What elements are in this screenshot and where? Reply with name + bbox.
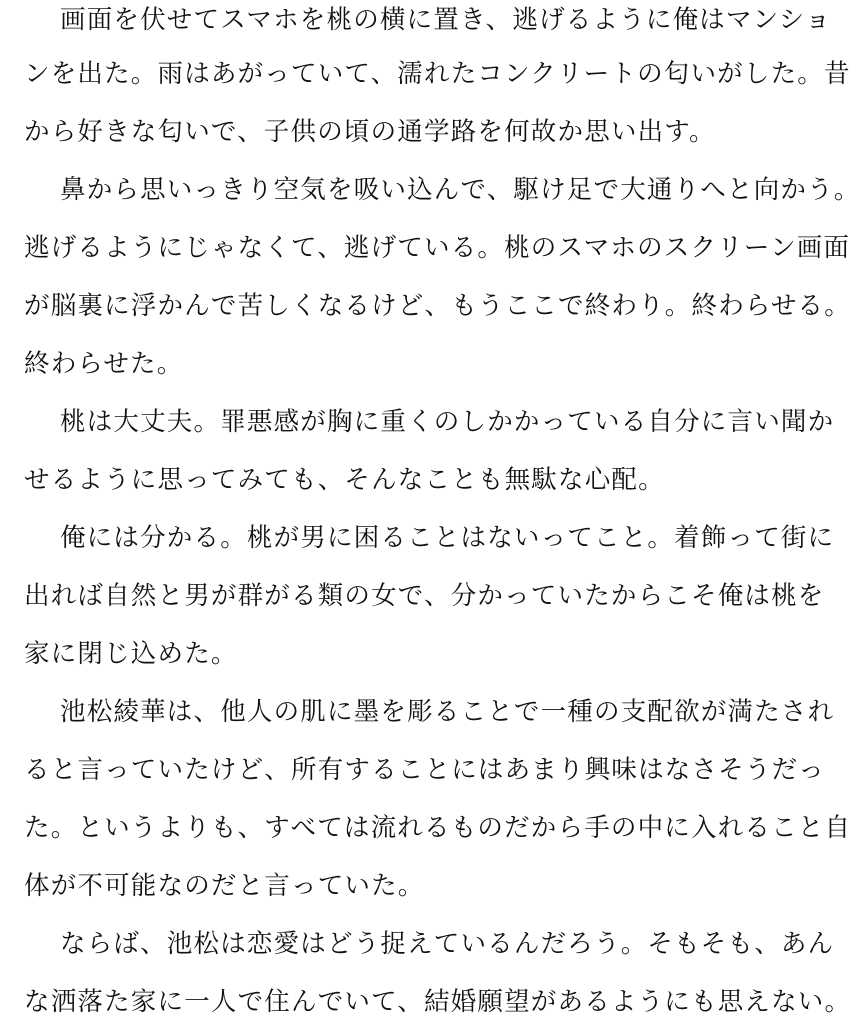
text-line-16: 体が不可能なのだと言っていた。	[24, 871, 425, 901]
text-line-2: ンを出た。雨はあがっていて、濡れたコンクリートの匂いがした。昔	[24, 59, 851, 89]
text-line-5: 逃げるようにじゃなくて、逃げている。桃のスマホのスクリーン画面	[24, 233, 851, 263]
text-line-4: 鼻から思いっきり空気を吸い込んで、駆け足で大通りへと向かう。	[60, 175, 861, 205]
text-line-12: 家に閉じ込めた。	[24, 639, 238, 669]
text-line-8: 桃は大丈夫。罪悪感が胸に重くのしかかっている自分に言い聞か	[60, 407, 835, 437]
text-line-6: が脳裏に浮かんで苦しくなるけど、もうここで終わり。終わらせる。	[24, 291, 851, 321]
text-line-10: 俺には分かる。桃が男に困ることはないってこと。着飾って街に	[60, 523, 835, 553]
text-line-9: せるように思ってみても、そんなことも無駄な心配。	[24, 465, 665, 495]
text-line-11: 出れば自然と男が群がる類の女で、分かっていたからこそ俺は桃を	[24, 581, 825, 611]
text-line-15: た。というよりも、すべては流れるものだから手の中に入れること自	[24, 813, 852, 843]
text-line-14: ると言っていたけど、所有することにはあまり興味はなさそうだっ	[24, 755, 826, 785]
text-line-3: から好きな匂いで、子供の頃の通学路を何故か思い出す。	[24, 117, 716, 147]
text-line-18: な洒落た家に一人で住んでいて、結婚願望があるようにも思えない。	[24, 987, 852, 1017]
text-line-7: 終わらせた。	[24, 349, 184, 379]
text-line-1: 画面を伏せてスマホを桃の横に置き、逃げるように俺はマンショ	[60, 5, 832, 35]
text-line-13: 池松綾華は、他人の肌に墨を彫ることで一種の支配欲が満たされ	[60, 697, 835, 727]
text-line-17: ならば、池松は恋愛はどう捉えているんだろう。そもそも、あん	[60, 929, 835, 959]
